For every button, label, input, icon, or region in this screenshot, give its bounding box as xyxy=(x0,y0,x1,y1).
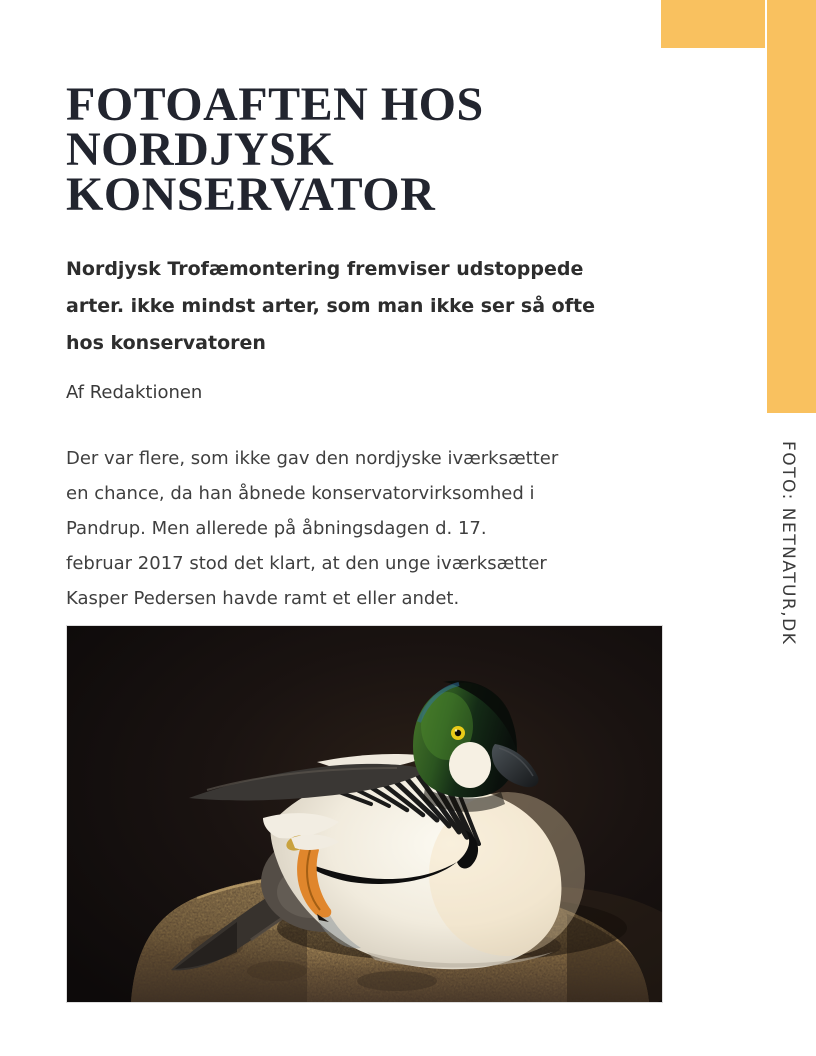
body-line-4: februar 2017 stod det klart, at den unge iværksætter xyxy=(66,553,547,574)
page-title-line-3: KONSERVATOR xyxy=(66,168,436,221)
page-title xyxy=(66,78,484,221)
article-body xyxy=(66,441,558,616)
body-line-5: Kasper Pedersen havde ramt et eller andet. xyxy=(66,588,460,609)
standfirst-line-2: arter. ikke mindst arter, som man ikke ser så ofte xyxy=(66,295,595,317)
accent-block-top xyxy=(661,0,765,48)
article-byline: Af Redaktionen xyxy=(66,382,203,403)
standfirst-line-3: hos konservatoren xyxy=(66,332,266,354)
standfirst-line-1: Nordjysk Trofæmontering fremviser udstoppede xyxy=(66,258,584,280)
page-title-line-1: FOTOAFTEN HOS xyxy=(66,78,484,131)
accent-bar-right xyxy=(767,0,816,413)
duck-photo-illustration xyxy=(67,626,662,1002)
body-line-3: Pandrup. Men allerede på åbningsdagen d. 17. xyxy=(66,518,487,539)
duck-photo xyxy=(66,625,663,1003)
photo-credit: FOTO: NETNATUR,DK xyxy=(778,441,798,646)
article-standfirst xyxy=(66,251,595,362)
body-line-1: Der var flere, som ikke gav den nordjyske iværksætter xyxy=(66,448,559,469)
cheek-patch xyxy=(449,742,491,788)
page-title-line-2: NORDJYSK xyxy=(66,123,335,176)
duck-eye xyxy=(451,726,465,740)
body-line-2: en chance, da han åbnede konservatorvirksomhed i xyxy=(66,483,535,504)
